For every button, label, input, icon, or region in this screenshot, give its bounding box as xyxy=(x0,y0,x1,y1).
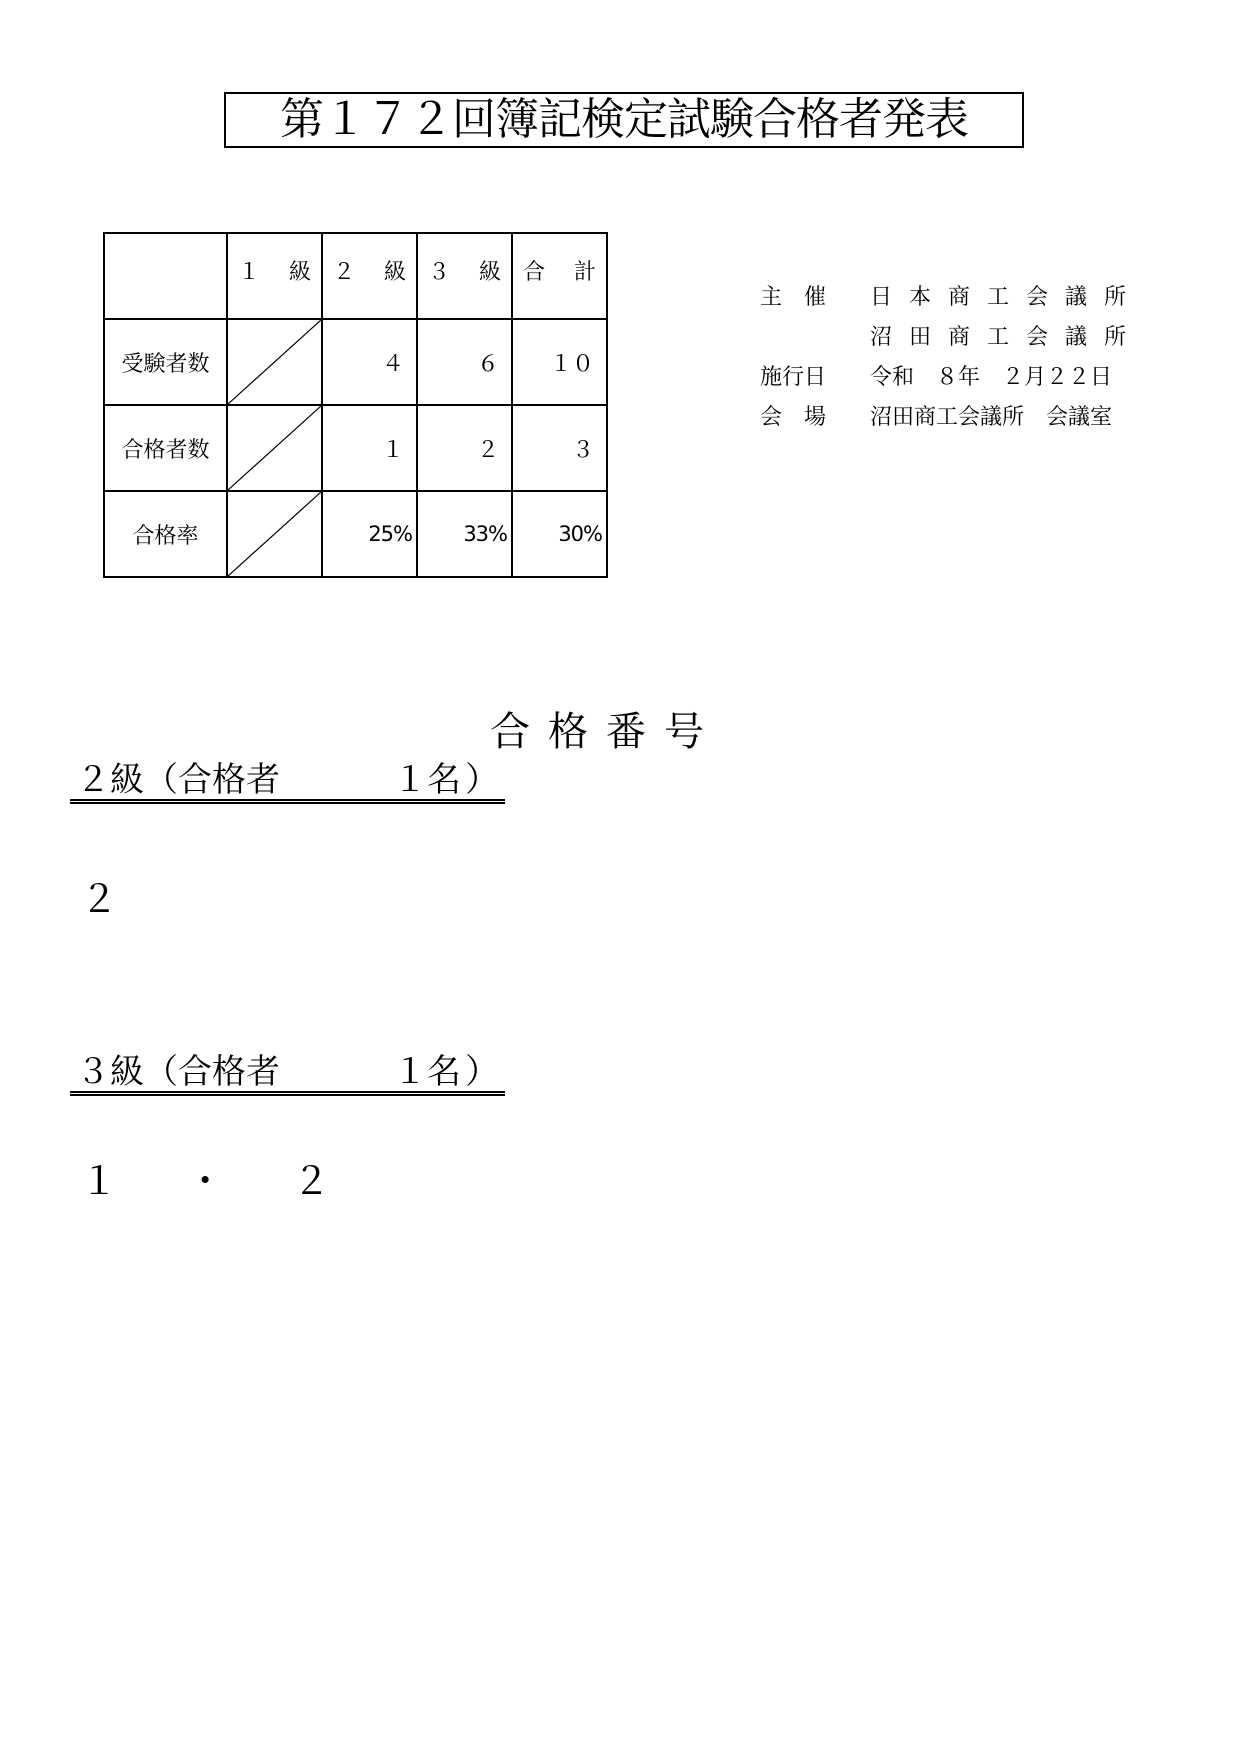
grade2-count: １名 xyxy=(393,760,461,800)
header-grade2 xyxy=(322,233,417,319)
grade2-numbers xyxy=(80,868,174,923)
row-label: 合格者数 xyxy=(104,405,227,491)
header-total xyxy=(512,233,607,319)
section-title: 合格番号 xyxy=(490,709,722,755)
exam-info xyxy=(760,278,1143,438)
header-grade1-num: １ xyxy=(238,259,261,285)
cell-value: ２ xyxy=(417,405,512,491)
grade3-numbers xyxy=(80,1150,386,1205)
grade2-label: ２級（合格者 xyxy=(76,760,280,800)
header-grade2-num: ２ xyxy=(333,259,356,285)
slash-cell xyxy=(227,405,322,491)
info-row-date xyxy=(760,358,1143,398)
venue-label: 会 場 xyxy=(760,405,827,430)
grade3-close: ） xyxy=(465,1052,499,1092)
cell-value: １０ xyxy=(512,319,607,405)
cell-value: 30% xyxy=(512,491,607,577)
sponsor-label: 主 催 xyxy=(760,285,827,310)
pass-number: １ xyxy=(80,1159,119,1203)
cell-value: 25% xyxy=(322,491,417,577)
pass-number: ２ xyxy=(80,877,119,921)
date-label: 施行日 xyxy=(760,365,827,390)
venue: 沼田商工会議所 会議室 xyxy=(870,405,1113,430)
cell-value: ３ xyxy=(512,405,607,491)
pass-number: ２ xyxy=(292,1159,331,1203)
grade2-heading xyxy=(70,760,505,804)
number-separator: ・ xyxy=(186,1159,225,1203)
info-row-sponsor xyxy=(760,278,1143,318)
info-row-sponsor2 xyxy=(760,318,1143,358)
cell-value: 33% xyxy=(417,491,512,577)
header-grade3 xyxy=(417,233,512,319)
grade3-count: １名 xyxy=(393,1052,461,1092)
results-table xyxy=(103,232,608,578)
slash-cell xyxy=(227,319,322,405)
slash-mark xyxy=(228,320,321,404)
exam-date: 令和 ８年 ２月２２日 xyxy=(870,365,1113,390)
slash-mark xyxy=(228,406,321,490)
table-row xyxy=(104,319,607,405)
table-row xyxy=(104,491,607,577)
page-title: 第１７２回簿記検定試験合格者発表 xyxy=(224,92,1024,148)
header-grade3-num: ３ xyxy=(428,259,451,285)
sponsor-1: 日本商工会議所 xyxy=(870,285,1144,310)
header-empty-cell xyxy=(104,233,227,319)
header-grade1 xyxy=(227,233,322,319)
header-total-b: 計 xyxy=(573,259,596,285)
row-label: 合格率 xyxy=(104,491,227,577)
sponsor-2: 沼田商工会議所 xyxy=(870,325,1144,350)
row-label: 受験者数 xyxy=(104,319,227,405)
cell-value: ６ xyxy=(417,319,512,405)
grade3-label: ３級（合格者 xyxy=(76,1052,280,1092)
header-grade3-kyu: 級 xyxy=(478,259,501,285)
grade2-close: ） xyxy=(465,760,499,800)
table-row xyxy=(104,405,607,491)
header-total-a: 合 xyxy=(523,259,546,285)
slash-mark xyxy=(228,492,321,576)
header-grade1-kyu: 級 xyxy=(288,259,311,285)
slash-cell xyxy=(227,491,322,577)
cell-value: ４ xyxy=(322,319,417,405)
header-grade2-kyu: 級 xyxy=(383,259,406,285)
grade3-heading xyxy=(70,1052,505,1096)
info-row-venue xyxy=(760,398,1143,438)
table-header-row xyxy=(104,233,607,319)
cell-value: １ xyxy=(322,405,417,491)
